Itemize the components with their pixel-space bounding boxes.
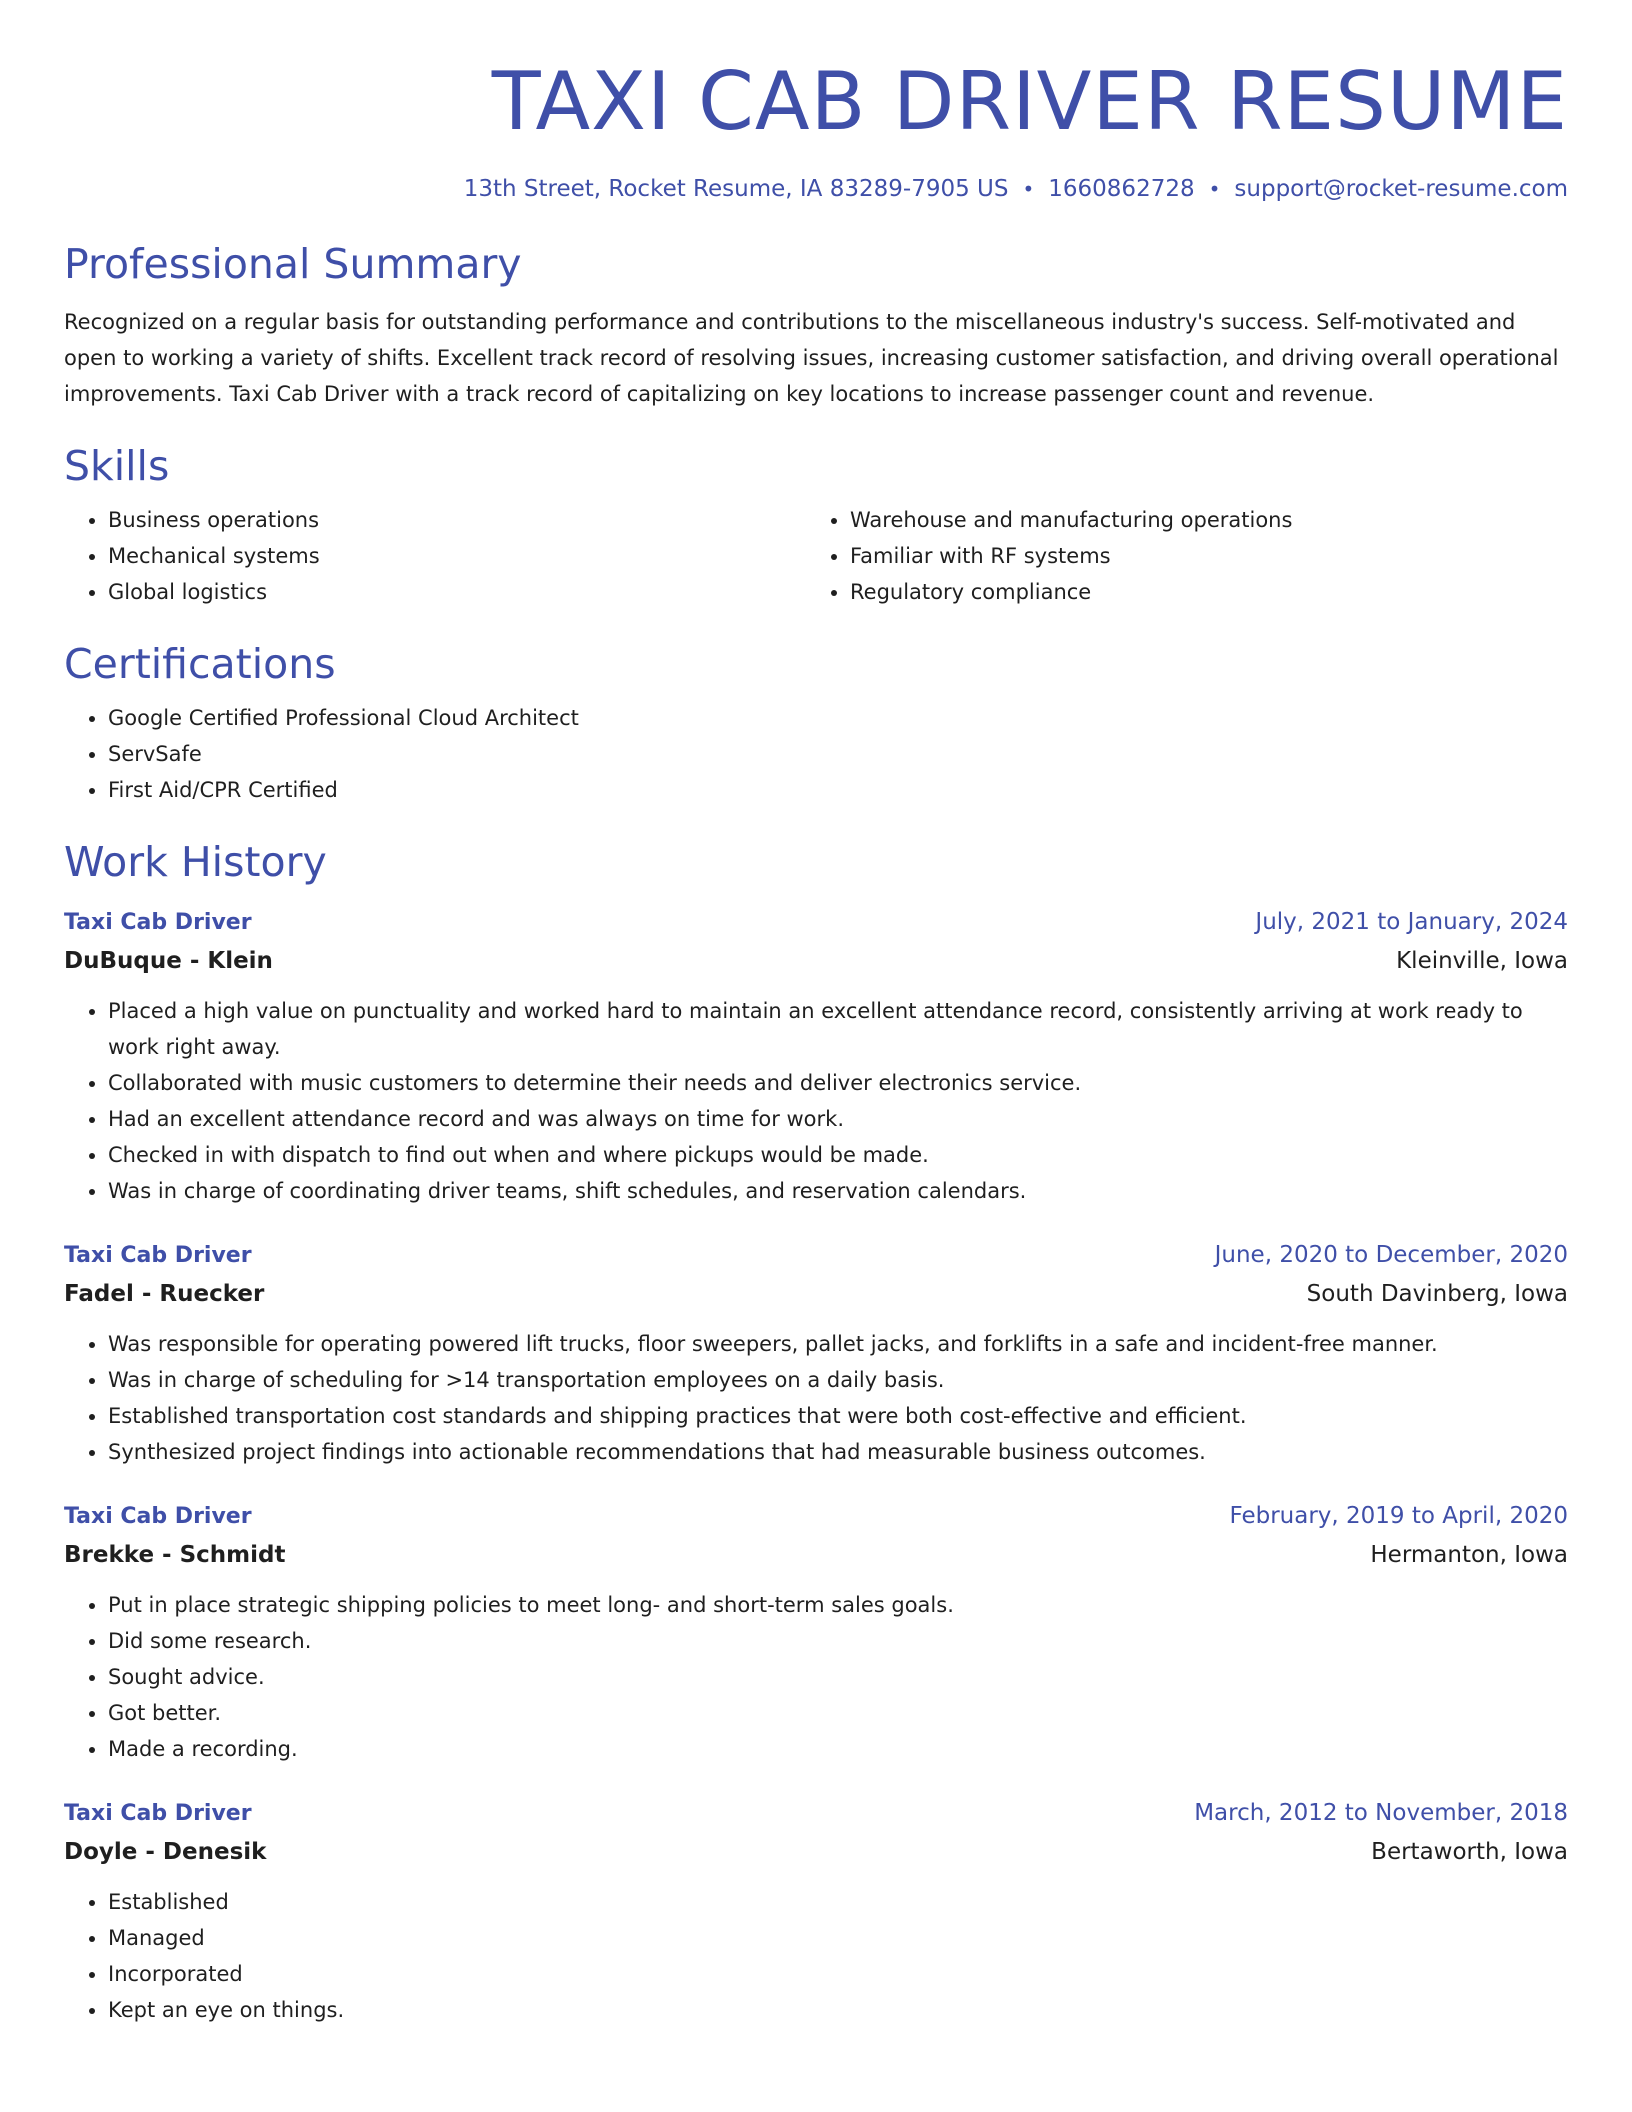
job-title: Taxi Cab Driver bbox=[64, 1243, 252, 1268]
job-title: Taxi Cab Driver bbox=[64, 1504, 252, 1529]
skills-column-left bbox=[64, 492, 806, 610]
job-bullet: • Put in place strategic shipping policies to meet long- and short-term sales goals. bbox=[108, 1587, 1568, 1623]
job-bullet: • Placed a high value on punctuality and worked hard to maintain an excellent attendance record, consistently arriving at work ready to work right away. bbox=[108, 993, 1568, 1065]
job-dates: March, 2012 to November, 2018 bbox=[1194, 1800, 1568, 1826]
section-heading-summary: Professional Summary bbox=[64, 240, 522, 288]
resume-page bbox=[64, 0, 1568, 2028]
job-entry bbox=[64, 904, 1568, 1209]
job-location: Hermanton, Iowa bbox=[1370, 1542, 1568, 1568]
job-dates: July, 2021 to January, 2024 bbox=[1255, 909, 1568, 935]
certification-item: • Google Certified Professional Cloud Architect bbox=[108, 700, 1568, 736]
job-header bbox=[64, 1498, 1568, 1535]
job-bullet: • Synthesized project findings into actionable recommendations that had measurable business outcomes. bbox=[108, 1434, 1568, 1470]
job-company: DuBuque - Klein bbox=[64, 948, 273, 974]
job-bullet: • Established bbox=[108, 1884, 1568, 1920]
contact-address: 13th Street, Rocket Resume, IA 83289-7905 US bbox=[463, 176, 1009, 202]
job-header bbox=[64, 904, 1568, 941]
job-entry bbox=[64, 1795, 1568, 2028]
job-bullet: • Had an excellent attendance record and was always on time for work. bbox=[108, 1101, 1568, 1137]
job-bullet: • Established transportation cost standards and shipping practices that were both cost-effective and efficient. bbox=[108, 1398, 1568, 1434]
job-title: Taxi Cab Driver bbox=[64, 910, 252, 935]
job-entry bbox=[64, 1237, 1568, 1470]
summary-text: Recognized on a regular basis for outstanding performance and contributions to the miscellaneous industry's success. Self-motivated and open to working a variety of shifts. Excellent track record of resolving issues, increasing customer satisfaction, and driving overall operational improvements. Taxi Cab Driver with a track record of capitalizing on key locations to increase passenger count and revenue. bbox=[64, 310, 1559, 406]
job-header bbox=[64, 1237, 1568, 1274]
job-bullet: • Did some research. bbox=[108, 1623, 1568, 1659]
section-heading-work-history: Work History bbox=[64, 838, 327, 886]
certification-item: • First Aid/CPR Certified bbox=[108, 772, 1568, 808]
job-bullet: • Sought advice. bbox=[108, 1659, 1568, 1695]
job-bullet: • Checked in with dispatch to find out when and where pickups would be made. bbox=[108, 1137, 1568, 1173]
skill-item: • Familiar with RF systems bbox=[850, 538, 1548, 574]
skills-columns bbox=[64, 492, 1568, 610]
job-location: South Davinberg, Iowa bbox=[1306, 1281, 1568, 1307]
job-bullet: • Kept an eye on things. bbox=[108, 1992, 1568, 2028]
job-dates: February, 2019 to April, 2020 bbox=[1229, 1503, 1568, 1529]
job-entry bbox=[64, 1498, 1568, 1767]
skill-item: • Regulatory compliance bbox=[850, 574, 1548, 610]
skills-list-left bbox=[64, 502, 806, 610]
skill-item: • Warehouse and manufacturing operations bbox=[850, 502, 1548, 538]
job-company: Fadel - Ruecker bbox=[64, 1281, 265, 1307]
certifications-list bbox=[64, 700, 1568, 808]
contact-separator: • bbox=[1022, 177, 1035, 201]
job-bullets bbox=[64, 993, 1568, 1209]
job-bullets bbox=[64, 1884, 1568, 2028]
contact-line bbox=[64, 172, 1568, 206]
job-subheader bbox=[64, 1832, 1568, 1872]
job-bullet: • Got better. bbox=[108, 1695, 1568, 1731]
job-bullet: • Was in charge of scheduling for >14 transportation employees on a daily basis. bbox=[108, 1362, 1568, 1398]
skill-item: • Business operations bbox=[108, 502, 806, 538]
section-heading-skills: Skills bbox=[64, 442, 170, 490]
job-header bbox=[64, 1795, 1568, 1832]
job-bullet: • Collaborated with music customers to determine their needs and deliver electronics service. bbox=[108, 1065, 1568, 1101]
job-bullets bbox=[64, 1587, 1568, 1767]
job-bullet: • Made a recording. bbox=[108, 1731, 1568, 1767]
skills-list-right bbox=[806, 502, 1548, 610]
job-location: Kleinville, Iowa bbox=[1396, 948, 1568, 974]
resume-title: TAXI CAB DRIVER RESUME bbox=[491, 55, 1568, 148]
job-bullets bbox=[64, 1326, 1568, 1470]
job-location: Bertaworth, Iowa bbox=[1371, 1839, 1568, 1865]
contact-phone: 1660862728 bbox=[1048, 176, 1195, 202]
job-subheader bbox=[64, 1274, 1568, 1314]
job-bullet: • Incorporated bbox=[108, 1956, 1568, 1992]
skill-item: • Global logistics bbox=[108, 574, 806, 610]
section-heading-certifications: Certifications bbox=[64, 640, 336, 688]
job-title: Taxi Cab Driver bbox=[64, 1801, 252, 1826]
job-company: Doyle - Denesik bbox=[64, 1839, 267, 1865]
job-company: Brekke - Schmidt bbox=[64, 1542, 286, 1568]
job-bullet: • Managed bbox=[108, 1920, 1568, 1956]
certification-item: • ServSafe bbox=[108, 736, 1568, 772]
contact-email[interactable]: support@rocket-resume.com bbox=[1234, 176, 1568, 202]
skill-item: • Mechanical systems bbox=[108, 538, 806, 574]
job-subheader bbox=[64, 1535, 1568, 1575]
job-dates: June, 2020 to December, 2020 bbox=[1214, 1242, 1568, 1268]
skills-column-right bbox=[806, 492, 1548, 610]
contact-separator: • bbox=[1208, 177, 1221, 201]
job-bullet: • Was in charge of coordinating driver teams, shift schedules, and reservation calendars. bbox=[108, 1173, 1568, 1209]
job-subheader bbox=[64, 941, 1568, 981]
job-bullet: • Was responsible for operating powered lift trucks, floor sweepers, pallet jacks, and forklifts in a safe and incident-free manner. bbox=[108, 1326, 1568, 1362]
